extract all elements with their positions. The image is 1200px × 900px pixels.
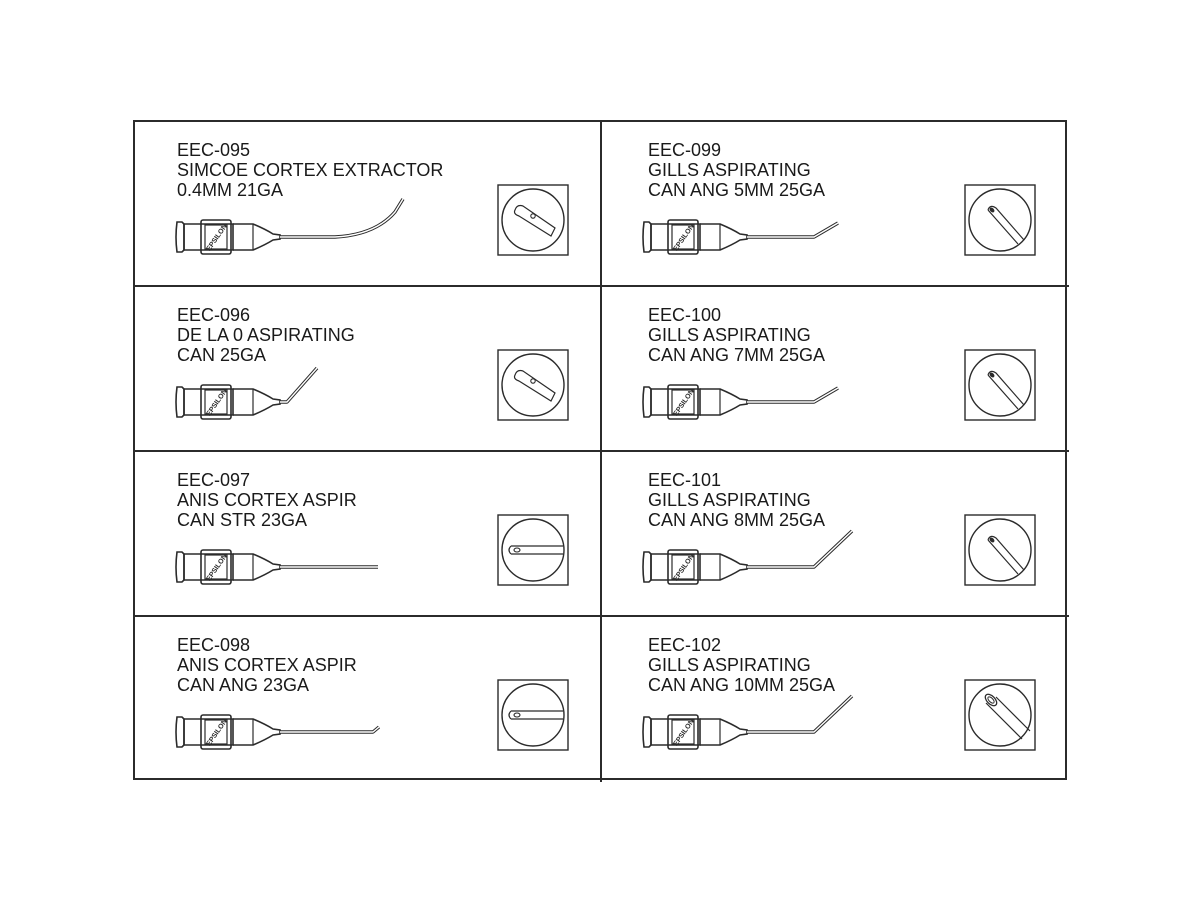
product-cell <box>135 452 602 617</box>
cannula-shaft-outline <box>747 223 838 237</box>
tip-detail <box>964 184 1036 256</box>
product-name: SIMCOE CORTEX EXTRACTOR <box>177 160 444 180</box>
brand-label: EPSILON <box>205 388 229 418</box>
product-code: EEC-095 <box>177 140 251 160</box>
tip-detail <box>497 349 569 421</box>
product-spec: CAN ANG 8MM 25GA <box>648 510 826 530</box>
brand-label: EPSILON <box>672 553 696 583</box>
tip-port-view <box>965 185 1035 255</box>
product-code: EEC-098 <box>177 635 251 655</box>
product-spec: 0.4MM 21GA <box>177 180 284 200</box>
product-spec: CAN ANG 23GA <box>177 675 310 695</box>
tip-detail <box>964 679 1036 751</box>
tip-port-view <box>498 515 568 585</box>
product-cell <box>602 122 1069 287</box>
cannula-hub <box>643 220 747 254</box>
product-spec: CAN ANG 5MM 25GA <box>648 180 826 200</box>
product-name: GILLS ASPIRATING <box>648 490 811 510</box>
brand-label: EPSILON <box>672 223 696 253</box>
tip-detail <box>964 514 1036 586</box>
cannula-hub <box>176 385 280 419</box>
catalog-grid <box>133 120 1067 780</box>
tip-port-view <box>498 680 568 750</box>
brand-label: EPSILON <box>205 223 229 253</box>
product-code: EEC-102 <box>648 635 722 655</box>
tip-detail <box>964 349 1036 421</box>
product-cell <box>135 617 602 782</box>
product-cell <box>135 122 602 287</box>
cannula-hub <box>176 550 280 584</box>
product-name: GILLS ASPIRATING <box>648 325 811 345</box>
product-name: ANIS CORTEX ASPIR <box>177 655 357 675</box>
tip-port-view <box>498 185 568 255</box>
product-cell <box>602 287 1069 452</box>
brand-label: EPSILON <box>205 718 229 748</box>
product-code: EEC-099 <box>648 140 722 160</box>
brand-label: EPSILON <box>672 718 696 748</box>
tip-detail <box>497 679 569 751</box>
product-cell <box>135 287 602 452</box>
product-spec: CAN STR 23GA <box>177 510 308 530</box>
product-name: GILLS ASPIRATING <box>648 655 811 675</box>
cannula-shaft-outline <box>280 199 403 237</box>
tip-port-view <box>965 350 1035 420</box>
cannula-shaft-outline <box>747 531 852 567</box>
product-code: EEC-096 <box>177 305 251 325</box>
brand-label: EPSILON <box>205 553 229 583</box>
cannula-hub <box>643 550 747 584</box>
cannula-shaft-outline <box>747 696 852 732</box>
cannula-hub <box>176 715 280 749</box>
product-code: EEC-100 <box>648 305 722 325</box>
cannula-shaft-outline <box>280 368 317 402</box>
product-code: EEC-097 <box>177 470 251 490</box>
product-cell <box>602 617 1069 782</box>
product-spec: CAN ANG 10MM 25GA <box>648 675 836 695</box>
cannula-shaft-outline <box>280 727 379 732</box>
tip-detail <box>497 514 569 586</box>
tip-port-view <box>965 515 1035 585</box>
product-code: EEC-101 <box>648 470 722 490</box>
product-name: ANIS CORTEX ASPIR <box>177 490 357 510</box>
product-spec: CAN ANG 7MM 25GA <box>648 345 826 365</box>
cannula-shaft <box>747 531 852 567</box>
cannula-hub <box>176 220 280 254</box>
product-name: GILLS ASPIRATING <box>648 160 811 180</box>
product-name: DE LA 0 ASPIRATING <box>177 325 355 345</box>
tip-port-view <box>965 680 1035 750</box>
cannula-shaft <box>280 199 403 237</box>
tip-detail <box>497 184 569 256</box>
cannula-hub <box>643 385 747 419</box>
cannula-shaft <box>747 696 852 732</box>
product-cell <box>602 452 1069 617</box>
cannula-shaft-outline <box>747 388 838 402</box>
product-spec: CAN 25GA <box>177 345 267 365</box>
tip-port-view <box>498 350 568 420</box>
cannula-hub <box>643 715 747 749</box>
brand-label: EPSILON <box>672 388 696 418</box>
